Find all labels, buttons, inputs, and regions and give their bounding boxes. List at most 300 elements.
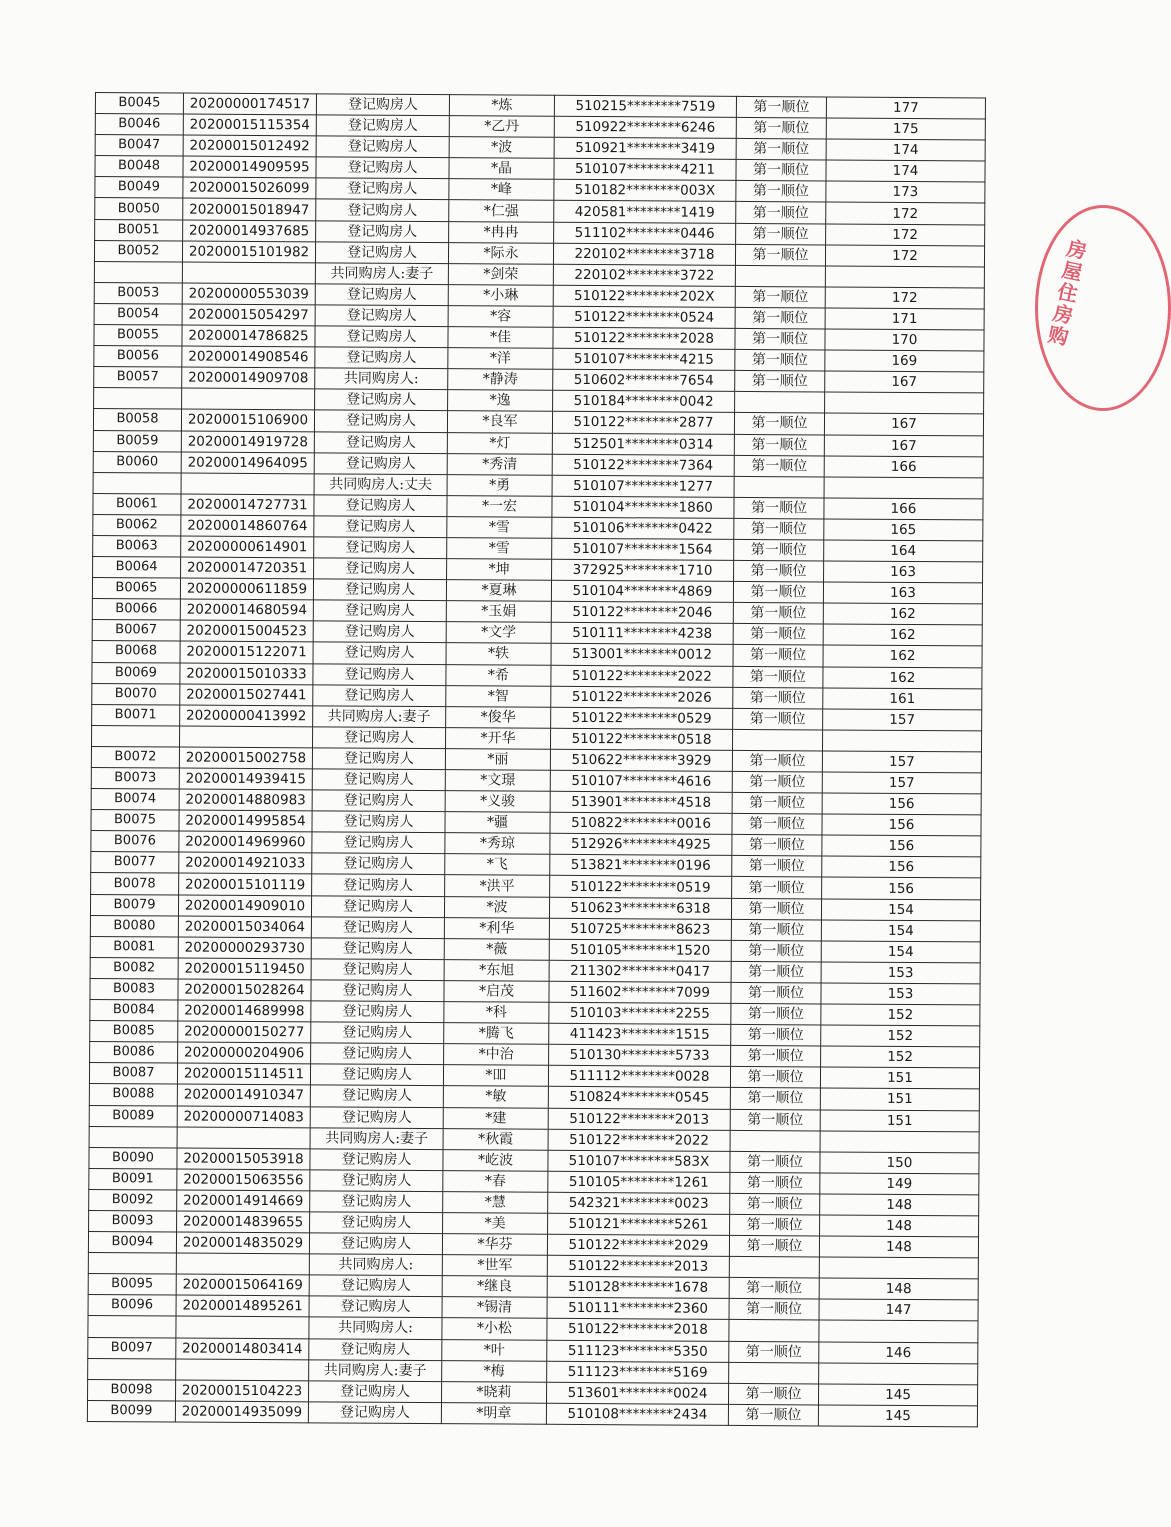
name-cell: *际永 xyxy=(448,242,553,264)
id-card-cell: 220102********3722 xyxy=(553,264,735,286)
row-id-cell: B0084 xyxy=(90,1000,178,1022)
row-id-cell: B0059 xyxy=(93,430,181,452)
role-cell: 登记购房人 xyxy=(308,1402,441,1424)
row-id-cell: B0081 xyxy=(90,936,178,958)
role-cell: 登记购房人 xyxy=(310,1106,443,1128)
name-cell: *中治 xyxy=(444,1044,549,1066)
role-cell: 登记购房人 xyxy=(312,874,445,896)
score-cell: 156 xyxy=(822,835,981,857)
score-cell: 157 xyxy=(822,772,981,794)
name-cell: *华芬 xyxy=(442,1234,547,1256)
score-cell: 154 xyxy=(821,920,980,942)
official-seal-text: 房屋住房购 xyxy=(1042,236,1090,350)
row-id-cell: B0070 xyxy=(92,683,180,705)
registration-no-cell: 20200014860764 xyxy=(181,515,314,537)
row-id-cell xyxy=(94,388,182,410)
name-cell: *良军 xyxy=(447,411,552,433)
score-cell xyxy=(819,1257,978,1279)
row-id-cell: B0052 xyxy=(94,240,182,262)
name-cell: *秋霞 xyxy=(443,1128,548,1150)
id-card-cell: 510122********2013 xyxy=(547,1255,729,1277)
name-cell: *吅 xyxy=(443,1065,548,1087)
registration-no-cell: 20200000614901 xyxy=(181,536,314,558)
order-cell xyxy=(729,1320,819,1342)
order-cell: 第一顺位 xyxy=(731,898,821,920)
role-cell: 登记购房人 xyxy=(309,1233,442,1255)
name-cell: *叶 xyxy=(442,1339,547,1361)
order-cell: 第一顺位 xyxy=(733,603,823,625)
registration-no-cell: 20200014964095 xyxy=(181,452,314,474)
role-cell: 登记购房人 xyxy=(316,157,449,179)
registration-no-cell: 20200015064169 xyxy=(176,1274,309,1296)
registration-no-cell: 20200000174517 xyxy=(183,93,316,115)
order-cell: 第一顺位 xyxy=(732,750,822,772)
name-cell: *飞 xyxy=(445,854,550,876)
order-cell: 第一顺位 xyxy=(730,1172,820,1194)
score-cell: 156 xyxy=(822,793,981,815)
score-cell: 153 xyxy=(821,962,980,984)
registration-no-cell xyxy=(181,473,314,495)
role-cell: 登记购房人 xyxy=(312,727,445,749)
row-id-cell: B0095 xyxy=(88,1274,176,1296)
registration-no-cell: 20200014910347 xyxy=(177,1084,310,1106)
name-cell: *丽 xyxy=(445,749,550,771)
score-cell: 172 xyxy=(826,202,985,224)
role-cell: 登记购房人 xyxy=(313,579,446,601)
order-cell xyxy=(735,392,825,414)
role-cell: 登记购房人 xyxy=(311,1001,444,1023)
score-cell: 156 xyxy=(822,877,981,899)
role-cell: 登记购房人 xyxy=(309,1338,442,1360)
score-cell: 163 xyxy=(823,582,982,604)
registration-no-cell: 20200014909708 xyxy=(182,367,315,389)
id-card-cell: 510108********2434 xyxy=(546,1403,728,1425)
id-card-cell: 510215********7519 xyxy=(554,95,736,117)
id-card-cell: 510107********4215 xyxy=(553,348,735,370)
order-cell: 第一顺位 xyxy=(734,413,824,435)
id-card-cell: 510107********583X xyxy=(548,1150,730,1172)
role-cell: 登记购房人 xyxy=(313,642,446,664)
id-card-cell: 512501********0314 xyxy=(552,433,734,455)
score-cell xyxy=(824,477,983,499)
score-cell: 152 xyxy=(821,1025,980,1047)
name-cell: *峰 xyxy=(449,179,554,201)
order-cell: 第一顺位 xyxy=(732,792,822,814)
id-card-cell: 510122********2022 xyxy=(548,1129,730,1151)
registration-no-cell: 20200014720351 xyxy=(181,557,314,579)
name-cell: *文学 xyxy=(446,622,551,644)
role-cell: 登记购房人 xyxy=(316,220,449,242)
row-id-cell: B0087 xyxy=(89,1063,177,1085)
role-cell: 登记购房人 xyxy=(312,748,445,770)
id-card-cell: 510122********2029 xyxy=(547,1234,729,1256)
registration-no-cell: 20200014919728 xyxy=(181,431,314,453)
row-id-cell: B0071 xyxy=(92,704,180,726)
order-cell: 第一顺位 xyxy=(736,223,826,245)
id-card-cell: 510122********202X xyxy=(553,285,735,307)
row-id-cell xyxy=(88,1316,176,1338)
id-card-cell: 510182********003X xyxy=(554,180,736,202)
role-cell: 登记购房人 xyxy=(313,684,446,706)
id-card-cell: 513901********4518 xyxy=(550,791,732,813)
id-card-cell: 511102********0446 xyxy=(554,222,736,244)
row-id-cell: B0051 xyxy=(95,219,183,241)
order-cell: 第一顺位 xyxy=(734,560,824,582)
id-card-cell: 510122********0518 xyxy=(550,728,732,750)
row-id-cell: B0054 xyxy=(94,303,182,325)
id-card-cell: 510106********0422 xyxy=(552,517,734,539)
id-card-cell: 510824********0545 xyxy=(548,1087,730,1109)
name-cell: *义骏 xyxy=(445,791,550,813)
row-id-cell: B0079 xyxy=(90,894,178,916)
registration-no-cell: 20200014939415 xyxy=(179,768,312,790)
row-id-cell: B0076 xyxy=(91,831,179,853)
registration-no-cell: 20200014995854 xyxy=(179,810,312,832)
order-cell: 第一顺位 xyxy=(730,1193,820,1215)
name-cell: *小松 xyxy=(442,1318,547,1340)
order-cell: 第一顺位 xyxy=(732,835,822,857)
role-cell: 登记购房人 xyxy=(312,811,445,833)
score-cell: 151 xyxy=(820,1088,979,1110)
id-card-cell: 510623********6318 xyxy=(549,897,731,919)
score-cell: 152 xyxy=(821,1046,980,1068)
role-cell: 共同购房人:妻子 xyxy=(315,263,448,285)
score-cell xyxy=(819,1363,978,1385)
row-id-cell: B0091 xyxy=(89,1168,177,1190)
registration-no-cell: 20200014839655 xyxy=(177,1211,310,1233)
row-id-cell: B0064 xyxy=(93,557,181,579)
registration-no-cell: 20200014689998 xyxy=(178,1000,311,1022)
row-id-cell: B0046 xyxy=(95,114,183,136)
id-card-cell: 511602********7099 xyxy=(549,981,731,1003)
row-id-cell: B0053 xyxy=(94,282,182,304)
row-id-cell: B0062 xyxy=(93,514,181,536)
role-cell: 登记购房人 xyxy=(315,347,448,369)
row-id-cell: B0085 xyxy=(90,1021,178,1043)
id-card-cell: 513601********0024 xyxy=(546,1382,728,1404)
order-cell: 第一顺位 xyxy=(729,1235,819,1257)
name-cell: *坤 xyxy=(447,559,552,581)
order-cell: 第一顺位 xyxy=(736,160,826,182)
row-id-cell xyxy=(93,472,181,494)
id-card-cell: 510602********7654 xyxy=(553,370,735,392)
score-cell: 167 xyxy=(824,434,983,456)
role-cell: 登记购房人 xyxy=(314,431,447,453)
order-cell xyxy=(729,1257,819,1279)
row-id-cell: B0082 xyxy=(90,957,178,979)
role-cell: 登记购房人 xyxy=(315,326,448,348)
id-card-cell: 510121********5261 xyxy=(548,1213,730,1235)
row-id-cell: B0069 xyxy=(92,662,180,684)
id-card-cell: 510921********3419 xyxy=(554,137,736,159)
name-cell: *开华 xyxy=(445,727,550,749)
order-cell: 第一顺位 xyxy=(736,118,826,140)
role-cell: 登记购房人 xyxy=(313,600,446,622)
registration-no-cell: 20200015004523 xyxy=(180,620,313,642)
name-cell: *秀琼 xyxy=(445,833,550,855)
order-cell: 第一顺位 xyxy=(735,244,825,266)
order-cell: 第一顺位 xyxy=(735,307,825,329)
row-id-cell: B0061 xyxy=(93,493,181,515)
role-cell: 登记购房人 xyxy=(311,916,444,938)
name-cell: *俊华 xyxy=(446,706,551,728)
role-cell: 登记购房人 xyxy=(310,1149,443,1171)
role-cell: 登记购房人 xyxy=(311,980,444,1002)
order-cell: 第一顺位 xyxy=(733,582,823,604)
order-cell xyxy=(730,1130,820,1152)
order-cell: 第一顺位 xyxy=(734,434,824,456)
score-cell: 146 xyxy=(819,1341,978,1363)
score-cell: 145 xyxy=(818,1405,977,1427)
row-id-cell: B0048 xyxy=(95,156,183,178)
score-cell: 173 xyxy=(826,181,985,203)
row-id-cell: B0049 xyxy=(95,177,183,199)
score-cell: 162 xyxy=(823,603,982,625)
id-card-cell: 510822********0016 xyxy=(550,812,732,834)
role-cell: 登记购房人 xyxy=(312,790,445,812)
name-cell: *希 xyxy=(446,664,551,686)
name-cell: *剑荣 xyxy=(448,263,553,285)
id-card-cell: 510122********0519 xyxy=(550,876,732,898)
id-card-cell: 510122********7364 xyxy=(552,454,734,476)
score-cell: 148 xyxy=(820,1194,979,1216)
score-cell: 157 xyxy=(822,751,981,773)
registration-no-cell: 20200014835029 xyxy=(176,1232,309,1254)
order-cell: 第一顺位 xyxy=(731,961,821,983)
order-cell: 第一顺位 xyxy=(728,1404,818,1426)
id-card-cell: 510128********1678 xyxy=(547,1277,729,1299)
name-cell: *一宏 xyxy=(447,495,552,517)
id-card-cell: 510622********3929 xyxy=(550,749,732,771)
score-cell: 156 xyxy=(822,814,981,836)
registration-no-cell: 20200014908546 xyxy=(182,346,315,368)
row-id-cell: B0090 xyxy=(89,1147,177,1169)
registration-no-cell: 20200015063556 xyxy=(177,1169,310,1191)
registration-no-cell: 20200000204906 xyxy=(178,1042,311,1064)
score-cell: 170 xyxy=(825,329,984,351)
role-cell: 登记购房人 xyxy=(314,495,447,517)
role-cell: 共同购房人:妻子 xyxy=(310,1127,443,1149)
row-id-cell: B0096 xyxy=(88,1295,176,1317)
name-cell: *梅 xyxy=(442,1360,547,1382)
id-card-cell: 510184********0042 xyxy=(553,391,735,413)
order-cell: 第一顺位 xyxy=(730,1109,820,1131)
score-cell: 172 xyxy=(826,224,985,246)
name-cell: *波 xyxy=(444,896,549,918)
order-cell: 第一顺位 xyxy=(732,877,822,899)
role-cell: 登记购房人 xyxy=(311,959,444,981)
registration-no-cell: 20200014727731 xyxy=(181,494,314,516)
id-card-cell: 510922********6246 xyxy=(554,116,736,138)
order-cell: 第一顺位 xyxy=(736,96,826,118)
role-cell: 登记购房人 xyxy=(312,832,445,854)
row-id-cell: B0058 xyxy=(93,409,181,431)
row-id-cell xyxy=(89,1126,177,1148)
name-cell: *洪平 xyxy=(445,875,550,897)
score-cell: 169 xyxy=(825,350,984,372)
score-cell: 148 xyxy=(819,1236,978,1258)
order-cell: 第一顺位 xyxy=(732,856,822,878)
score-cell: 151 xyxy=(820,1109,979,1131)
id-card-cell: 513001********0012 xyxy=(551,644,733,666)
registration-no-cell: 20200015122071 xyxy=(180,641,313,663)
id-card-cell: 510122********2013 xyxy=(548,1108,730,1130)
id-card-cell: 510104********4869 xyxy=(551,580,733,602)
registration-no-cell: 20200014969960 xyxy=(179,831,312,853)
id-card-cell: 510111********4238 xyxy=(551,623,733,645)
row-id-cell: B0063 xyxy=(93,535,181,557)
row-id-cell: B0074 xyxy=(91,789,179,811)
registration-no-cell: 20200000553039 xyxy=(182,283,315,305)
id-card-cell: 510107********1277 xyxy=(552,475,734,497)
score-cell: 150 xyxy=(820,1152,979,1174)
name-cell: *静涛 xyxy=(448,369,553,391)
order-cell: 第一顺位 xyxy=(734,497,824,519)
order-cell: 第一顺位 xyxy=(732,771,822,793)
order-cell: 第一顺位 xyxy=(733,666,823,688)
order-cell: 第一顺位 xyxy=(729,1299,819,1321)
order-cell: 第一顺位 xyxy=(735,350,825,372)
role-cell: 登记购房人 xyxy=(313,621,446,643)
registration-no-cell: 20200000611859 xyxy=(180,578,313,600)
registration-no-cell xyxy=(180,726,313,748)
name-cell: *勇 xyxy=(447,474,552,496)
registration-no-cell xyxy=(176,1316,309,1338)
order-cell: 第一顺位 xyxy=(734,539,824,561)
name-cell: *文璟 xyxy=(445,770,550,792)
registration-no-cell: 20200015034064 xyxy=(178,916,311,938)
order-cell: 第一顺位 xyxy=(731,1046,821,1068)
id-card-cell: 511123********5169 xyxy=(547,1361,729,1383)
role-cell: 登记购房人 xyxy=(314,516,447,538)
role-cell: 登记购房人 xyxy=(311,1043,444,1065)
role-cell: 登记购房人 xyxy=(309,1381,442,1403)
name-cell: *逸 xyxy=(448,390,553,412)
role-cell: 共同购房人: xyxy=(309,1254,442,1276)
registration-no-cell: 20200014937685 xyxy=(183,220,316,242)
score-cell: 156 xyxy=(822,856,981,878)
id-card-cell: 510111********2360 xyxy=(547,1298,729,1320)
score-cell: 167 xyxy=(824,413,983,435)
registration-no-cell: 20200015010333 xyxy=(180,663,313,685)
name-cell: *科 xyxy=(444,1002,549,1024)
applicant-table-body xyxy=(87,93,985,1427)
id-card-cell: 511112********0028 xyxy=(548,1066,730,1088)
order-cell: 第一顺位 xyxy=(729,1341,819,1363)
id-card-cell: 510122********2026 xyxy=(551,686,733,708)
order-cell xyxy=(734,476,824,498)
score-cell: 174 xyxy=(826,160,985,182)
registration-no-cell: 20200014786825 xyxy=(182,325,315,347)
score-cell: 162 xyxy=(823,666,982,688)
row-id-cell: B0083 xyxy=(90,978,178,1000)
id-card-cell: 510725********8623 xyxy=(549,918,731,940)
name-cell: *继良 xyxy=(442,1276,547,1298)
order-cell: 第一顺位 xyxy=(731,940,821,962)
role-cell: 登记购房人 xyxy=(316,136,449,158)
score-cell xyxy=(819,1320,978,1342)
row-id-cell: B0066 xyxy=(92,599,180,621)
role-cell: 登记购房人 xyxy=(309,1275,442,1297)
registration-no-cell: 20200015101982 xyxy=(182,241,315,263)
order-cell: 第一顺位 xyxy=(733,708,823,730)
registration-no-cell: 20200014895261 xyxy=(176,1295,309,1317)
score-cell: 151 xyxy=(820,1067,979,1089)
row-id-cell: B0093 xyxy=(89,1210,177,1232)
role-cell: 共同购房人: xyxy=(315,368,448,390)
name-cell: *晶 xyxy=(449,158,554,180)
row-id-cell: B0067 xyxy=(92,620,180,642)
name-cell: *建 xyxy=(443,1107,548,1129)
row-id-cell xyxy=(94,261,182,283)
id-card-cell: 510130********5733 xyxy=(549,1045,731,1067)
score-cell: 149 xyxy=(820,1173,979,1195)
name-cell: *乙丹 xyxy=(449,116,554,138)
name-cell: *冉冉 xyxy=(449,221,554,243)
row-id-cell xyxy=(88,1253,176,1275)
id-card-cell: 510122********0524 xyxy=(553,306,735,328)
order-cell xyxy=(729,1362,819,1384)
name-cell: *腾飞 xyxy=(444,1023,549,1045)
name-cell: *利华 xyxy=(444,917,549,939)
registration-no-cell: 20200000150277 xyxy=(178,1021,311,1043)
row-id-cell: B0089 xyxy=(89,1105,177,1127)
registration-no-cell: 20200015054297 xyxy=(182,304,315,326)
order-cell xyxy=(732,729,822,751)
order-cell: 第一顺位 xyxy=(735,286,825,308)
id-card-cell: 510122********0529 xyxy=(551,707,733,729)
registration-no-cell xyxy=(176,1253,309,1275)
name-cell: *慧 xyxy=(443,1192,548,1214)
registration-no-cell xyxy=(182,262,315,284)
name-cell: *炼 xyxy=(449,95,554,117)
name-cell: *东旭 xyxy=(444,959,549,981)
role-cell: 共同购房人:丈夫 xyxy=(314,474,447,496)
order-cell: 第一顺位 xyxy=(736,139,826,161)
name-cell: *晓莉 xyxy=(442,1381,547,1403)
order-cell: 第一顺位 xyxy=(732,814,822,836)
role-cell: 登记购房人 xyxy=(316,115,449,137)
row-id-cell: B0094 xyxy=(88,1232,176,1254)
registration-no-cell: 20200000714083 xyxy=(177,1106,310,1128)
name-cell: *容 xyxy=(448,306,553,328)
row-id-cell: B0050 xyxy=(95,198,183,220)
name-cell: *智 xyxy=(446,685,551,707)
order-cell: 第一顺位 xyxy=(731,1003,821,1025)
role-cell: 登记购房人 xyxy=(312,853,445,875)
role-cell: 登记购房人 xyxy=(311,1022,444,1044)
registration-no-cell: 20200014935099 xyxy=(175,1401,308,1423)
id-card-cell: 510122********2022 xyxy=(551,665,733,687)
row-id-cell: B0056 xyxy=(94,346,182,368)
name-cell: *小琳 xyxy=(448,285,553,307)
role-cell: 登记购房人 xyxy=(310,1085,443,1107)
score-cell: 167 xyxy=(825,371,984,393)
id-card-cell: 420581********1419 xyxy=(554,201,736,223)
name-cell: *启茂 xyxy=(444,981,549,1003)
role-cell: 登记购房人 xyxy=(314,452,447,474)
score-cell: 165 xyxy=(824,519,983,541)
role-cell: 登记购房人 xyxy=(315,284,448,306)
score-cell: 163 xyxy=(824,561,983,583)
row-id-cell xyxy=(88,1358,176,1380)
id-card-cell: 510122********2018 xyxy=(547,1319,729,1341)
registration-no-cell: 20200000413992 xyxy=(180,705,313,727)
name-cell: *玉娟 xyxy=(446,601,551,623)
role-cell: 登记购房人 xyxy=(316,94,449,116)
name-cell: *美 xyxy=(443,1213,548,1235)
id-card-cell: 510122********2877 xyxy=(552,412,734,434)
